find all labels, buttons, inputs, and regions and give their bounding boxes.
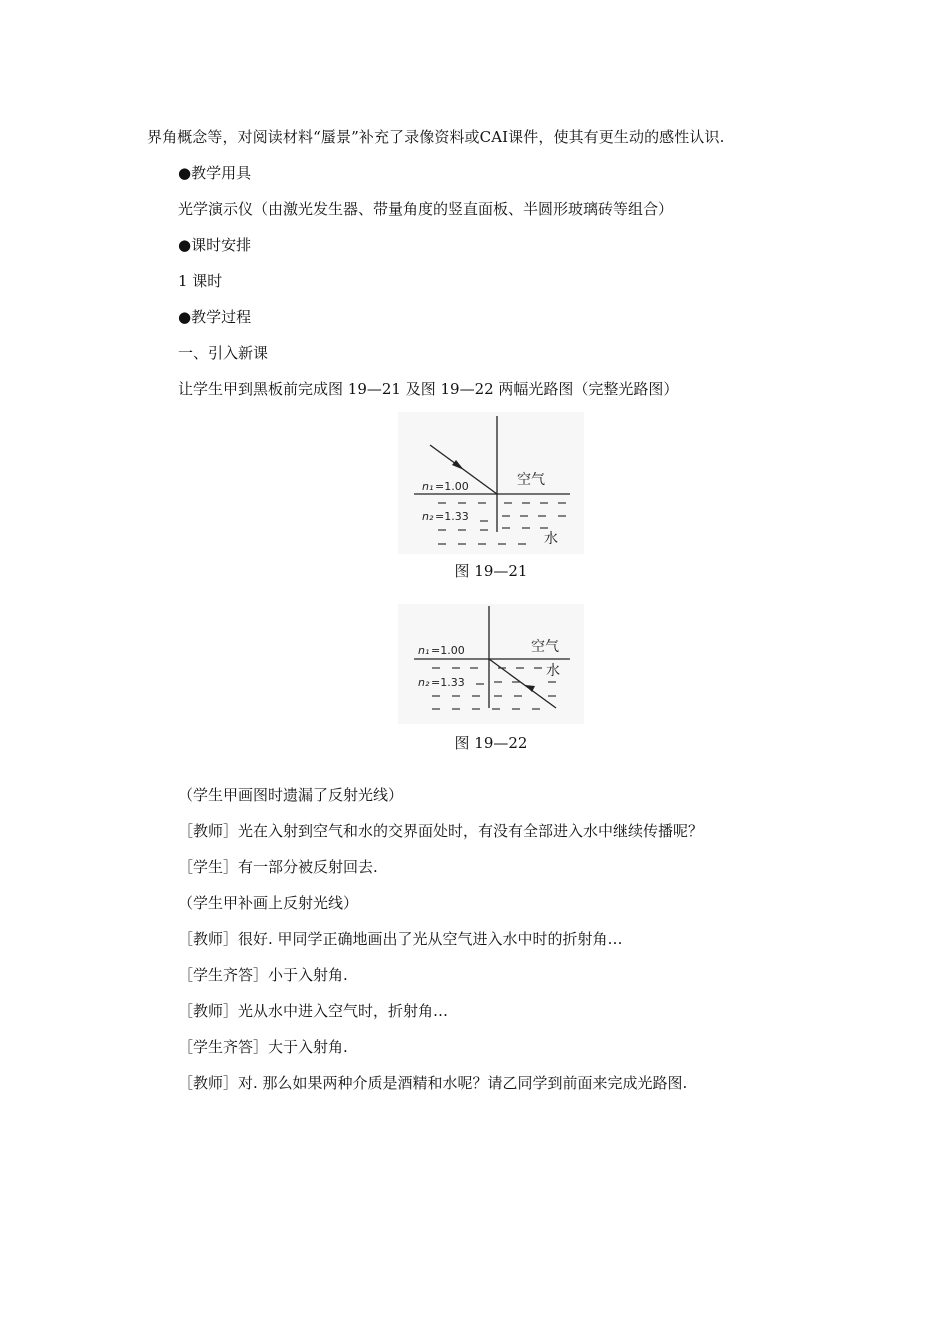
n2-value: =1.33 <box>431 676 465 689</box>
dialogue-line: ［学生］有一部分被反射回去. <box>178 858 378 876</box>
intro-paragraph-continuation: 界角概念等，对阅读材料“蜃景”补充了录像资料或CAI课件，使其有更生动的感性认识. <box>147 128 725 146</box>
label-air: 空气 <box>517 472 545 488</box>
n2-value: =1.33 <box>435 510 469 523</box>
heading-teaching-tools: ●教学用具 <box>178 164 252 182</box>
figure-19-22-caption: 图 19—22 <box>454 734 528 752</box>
section-introduce-new-lesson: 一、引入新课 <box>178 344 269 362</box>
teaching-tools-text: 光学演示仪（由激光发生器、带量角度的竖直面板、半圆形玻璃砖等组合） <box>178 200 674 218</box>
dialogue-line: ［学生齐答］大于入射角. <box>178 1038 348 1056</box>
n1-symbol: n₁ <box>418 644 430 657</box>
dialogue-line: ［学生齐答］小于入射角. <box>178 966 348 984</box>
n1-symbol: n₁ <box>422 480 434 493</box>
figure-19-22-diagram <box>398 604 584 724</box>
heading-teaching-process: ●教学过程 <box>178 308 252 326</box>
ray-arrow-icon <box>452 460 464 470</box>
heading-class-schedule: ●课时安排 <box>178 236 252 254</box>
n1-value: =1.00 <box>431 644 465 657</box>
label-water: 水 <box>546 663 560 679</box>
label-water: 水 <box>544 531 558 547</box>
figure-19-21-light-path <box>398 412 584 554</box>
dialogue-line: ［教师］很好. 甲同学正确地画出了光从空气进入水中时的折射角… <box>178 930 623 948</box>
figure-19-22-light-path <box>398 604 584 724</box>
n2-symbol: n₂ <box>418 676 430 689</box>
dialogue-line: ［教师］对. 那么如果两种介质是酒精和水呢？请乙同学到前面来完成光路图. <box>178 1074 688 1092</box>
class-schedule-text: 1 课时 <box>178 272 223 290</box>
n1-value: =1.00 <box>435 480 469 493</box>
task-instruction: 让学生甲到黑板前完成图 19—21 及图 19—22 两幅光路图（完整光路图） <box>178 380 679 398</box>
label-air: 空气 <box>531 639 559 655</box>
dialogue-line: （学生甲画图时遗漏了反射光线） <box>178 786 404 804</box>
dialogue-line: ［教师］光从水中进入空气时，折射角… <box>178 1002 449 1020</box>
figure-19-21-diagram <box>398 412 584 554</box>
dialogue-line: （学生甲补画上反射光线） <box>178 894 359 912</box>
n2-symbol: n₂ <box>422 510 434 523</box>
dialogue-line: ［教师］光在入射到空气和水的交界面处时，有没有全部进入水中继续传播呢？ <box>178 822 704 840</box>
figure-19-21-caption: 图 19—21 <box>454 562 528 580</box>
